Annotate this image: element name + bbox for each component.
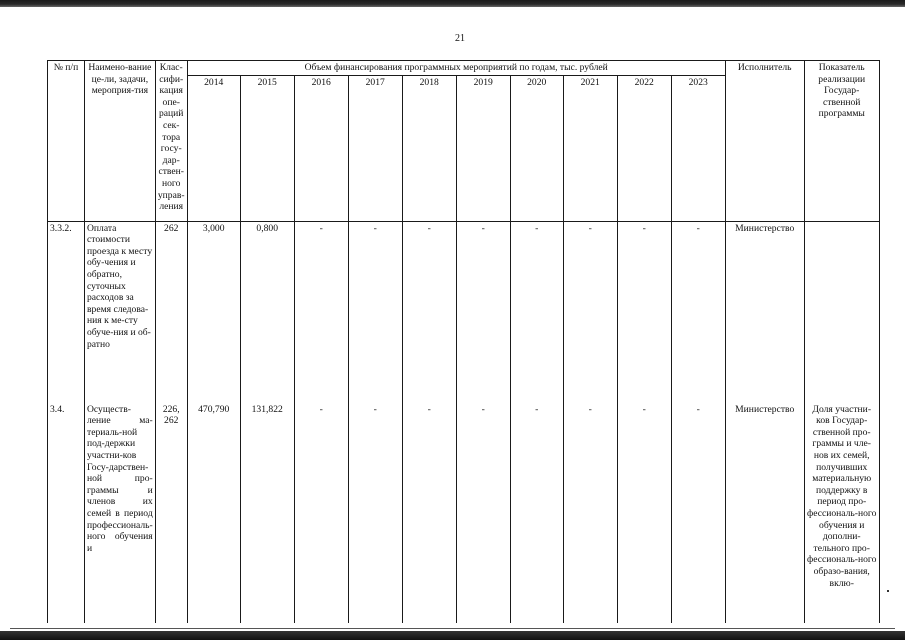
row-classification: 262 xyxy=(155,221,187,394)
row-value: - xyxy=(563,221,617,394)
row-executor: Министерство xyxy=(725,221,804,394)
header-year: 2018 xyxy=(402,75,456,221)
row-value: - xyxy=(402,394,456,623)
header-year: 2016 xyxy=(294,75,348,221)
table-row xyxy=(48,394,880,623)
header-funding-group: Объем финансирования программных мероприятий по годам, тыс. рублей xyxy=(187,61,725,76)
row-value: - xyxy=(348,221,402,394)
row-value: - xyxy=(510,394,563,623)
header-year: 2015 xyxy=(240,75,294,221)
header-row-top xyxy=(48,61,880,76)
row-value: - xyxy=(617,394,671,623)
scan-edge-bottom xyxy=(0,631,905,640)
row-name: Осуществ-ление ма-териаль-ной под-держки участни-ков Госу-дарствен-ной про-граммы и членов их семей в период профессиональ-ного обучения и xyxy=(85,394,156,623)
row-indicator xyxy=(804,221,879,394)
scan-speck xyxy=(887,590,889,592)
row-value: 0,800 xyxy=(240,221,294,394)
header-year: 2021 xyxy=(563,75,617,221)
row-value: 131,822 xyxy=(240,394,294,623)
scan-edge-top xyxy=(0,0,905,7)
page-number: 21 xyxy=(455,33,465,44)
row-value: - xyxy=(456,394,510,623)
row-value: - xyxy=(671,221,725,394)
row-name: Оплата стоимости проезда к месту обу-чения и обратно, суточных расходов за время следова-ния к ме-сту обуче-ния и об-ратно xyxy=(85,221,156,394)
header-year: 2014 xyxy=(187,75,240,221)
header-year: 2017 xyxy=(348,75,402,221)
scan-edge-line xyxy=(10,628,895,629)
row-value: - xyxy=(563,394,617,623)
header-classification: Клас-сифи-кация опе-раций сек-тора госу-дар-ствен-ного управ-ления xyxy=(155,61,187,222)
header-indicator: Показатель реализации Государ-ственной программы xyxy=(804,61,879,222)
row-value: - xyxy=(294,221,348,394)
row-num: 3.3.2. xyxy=(48,221,85,394)
row-classification: 226, 262 xyxy=(155,394,187,623)
row-num: 3.4. xyxy=(48,394,85,623)
header-year: 2020 xyxy=(510,75,563,221)
row-value: - xyxy=(671,394,725,623)
row-value: - xyxy=(617,221,671,394)
header-name: Наимено-вание це-ли, задачи, мероприя-тия xyxy=(85,61,156,222)
row-value: - xyxy=(510,221,563,394)
header-num: № п/п xyxy=(48,61,85,222)
row-indicator: Доля участни-ков Государ-ственной про-граммы и чле-нов их семей, получивших материальную поддержку в период про-фессиональ-ного обучения и дополни-тельного про-фессиональ-ного образо-вания, вклю- xyxy=(804,394,879,623)
row-executor: Министерство xyxy=(725,394,804,623)
header-year: 2023 xyxy=(671,75,725,221)
header-executor: Исполнитель xyxy=(725,61,804,222)
row-value: - xyxy=(456,221,510,394)
row-value: - xyxy=(348,394,402,623)
header-year: 2022 xyxy=(617,75,671,221)
row-value: 3,000 xyxy=(187,221,240,394)
row-value: - xyxy=(294,394,348,623)
header-year: 2019 xyxy=(456,75,510,221)
funding-table xyxy=(47,60,880,623)
table-row xyxy=(48,221,880,394)
row-value: 470,790 xyxy=(187,394,240,623)
row-value: - xyxy=(402,221,456,394)
